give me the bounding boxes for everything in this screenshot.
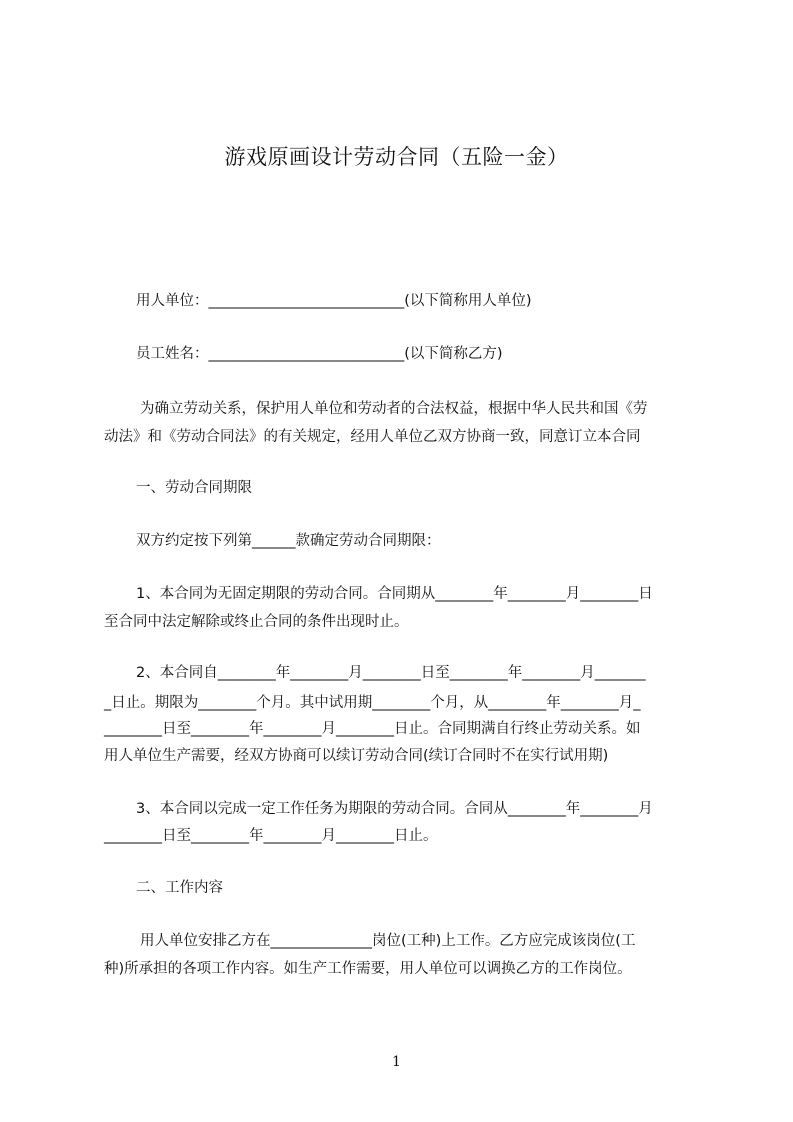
intro-line-2: 动法》和《劳动合同法》的有关规定，经用人单位乙双方协商一致，同意订立本合同 (104, 429, 641, 445)
clause2-line-1: 2、本合同自________年________月________日至________年________月_______ (136, 665, 646, 681)
section2-line-2: 种)所承担的各项工作内容。如生产工作需要，用人单位可以调换乙方的工作岗位。 (104, 961, 632, 977)
section2-line-1: 用人单位安排乙方在______________岗位(工种)上工作。乙方应完成该岗位(工 (140, 933, 636, 949)
section1-heading: 一、劳动合同期限 (136, 480, 252, 496)
clause1-line-1: 1、本合同为无固定期限的劳动合同。合同期从________年________月________日 (136, 586, 653, 602)
section2-heading: 二、工作内容 (136, 880, 223, 896)
employer-line: 用人单位：___________________________(以下简称用人单位) (136, 293, 532, 309)
clause2-line-4: 用人单位生产需要，经双方协商可以续订劳动合同(续订合同时不在实行试用期) (104, 748, 609, 764)
section1-intro: 双方约定按下列第______款确定劳动合同期限： (136, 533, 441, 549)
intro-line-1: 为确立劳动关系，保护用人单位和劳动者的合法权益，根据中华人民共和国《劳 (140, 401, 648, 417)
document-title: 游戏原画设计劳动合同（五险一金） (224, 145, 569, 169)
page-number: 1 (392, 1054, 401, 1070)
clause1-line-2: 至合同中法定解除或终止合同的条件出现时止。 (104, 614, 409, 630)
clause2-line-3: ________日至________年________月________日止。合同期满自行终止劳动关系。如 (104, 721, 641, 737)
clause2-line-2: _日止。期限为________个月。其中试用期________个月，从________年________月_ (104, 695, 641, 711)
clause3-line-2: ________日至________年________月________日止。 (104, 828, 438, 844)
clause3-line-1: 3、本合同以完成一定工作任务为期限的劳动合同。合同从________年________月 (136, 801, 653, 817)
employee-line: 员工姓名：___________________________(以下简称乙方) (136, 346, 503, 362)
